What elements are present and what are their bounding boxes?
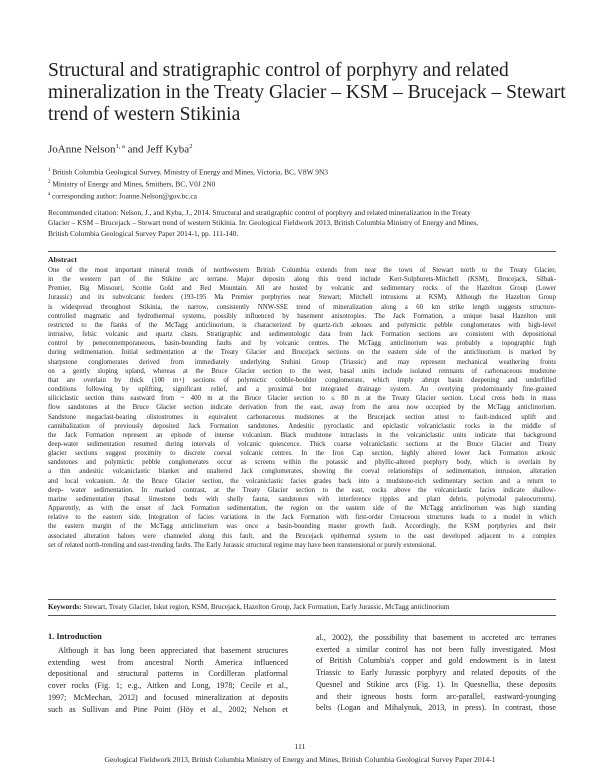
affiliation-mark: 1 bbox=[48, 168, 51, 173]
citation-line: British Columbia Geological Survey Paper 2014-1, pp. 111-140. bbox=[48, 228, 239, 238]
intro-right-column bbox=[316, 632, 556, 714]
text-line: Premier, Big Missouri, Scottie Gold and Red Mountain. All are hosted by volcanic and sedimentary rocks of the Hazelton Group (Lower bbox=[48, 285, 556, 293]
author-name: Jeff Kyba bbox=[146, 143, 190, 156]
author-connector: and bbox=[124, 143, 147, 156]
affiliation bbox=[48, 190, 328, 202]
author-line bbox=[48, 143, 192, 156]
text-line: during sedimentation. Initial sedimentation at the Treaty Glacier and Brucejack sections on the eastern side of the anticlinorium is marked by bbox=[48, 349, 556, 357]
affiliation-text: Ministry of Energy and Mines, Smithers, BC, V0J 2N0 bbox=[50, 179, 216, 189]
text-line: flow sandstones at the Bruce Glacier section indicate derivation from the east, away from the area now occupied by the McTagg anticlinorium. bbox=[48, 404, 556, 412]
affiliation-mark: a bbox=[48, 191, 51, 197]
text-line: 1997; McMechan, 2012) and focused mineralization at deposits bbox=[48, 692, 288, 702]
text-line: extending west from ancestral North America influenced bbox=[48, 657, 288, 667]
text-line: siliciclastic section thins eastward from ~ 400 m at the Bruce Glacier section to ≤ 80 m at the Treaty Glacier section. Local cross beds in mass bbox=[48, 395, 556, 403]
text-line: Apparently, as with the onset of Jack Formation sedimentation, the region on the eastern side of the McTagg anticlinorium was high standing bbox=[48, 505, 556, 513]
divider bbox=[48, 251, 556, 252]
text-line: such as Sullivan and Pine Point (Höy et al., 2002; Nelson et bbox=[48, 704, 288, 714]
title-line: Structural and stratigraphic control of porphyry and related bbox=[48, 60, 509, 81]
divider bbox=[48, 615, 556, 616]
page-number: 111 bbox=[294, 742, 306, 751]
keywords-label: Keywords: bbox=[48, 603, 82, 611]
affiliation bbox=[48, 166, 328, 178]
text-line: One of the most important mineral trends of northwestern British Columbia extends from near the town of Stewart north to the Treaty Glacier, bbox=[48, 267, 556, 274]
author-name: JoAnne Nelson bbox=[48, 143, 116, 156]
text-line: on a gently sloping upland, whereas at the Bruce Glacier section to the west, basal units include isolated remnants of carbonaceous mudstone bbox=[48, 367, 556, 375]
text-line: deep-water sedimentation resumed during intervals of volcanic quiescence. Thick coarse volcaniclastic sections at the Bruce Glacier and Treaty bbox=[48, 440, 556, 448]
keywords bbox=[48, 603, 449, 611]
text-line: and their igneous hosts form arc-parallel, eastward-younging bbox=[316, 691, 556, 701]
affiliation bbox=[48, 178, 328, 190]
text-line: conditions following by uplifting, significant relief, and a proximal but integrated drainage system. An overlying predominantly fine-grained bbox=[48, 386, 556, 394]
text-line: the eastern margin of the McTagg anticlinorium was once a basin-bounding master growth fault. Accordingly, the KSM porphyries and their bbox=[48, 523, 556, 531]
text-line: sandstones and polymictic pebble conglomerates occur as screens within the potassic and phyllic-altered porphyry body, which is overlain by bbox=[48, 459, 556, 467]
affiliations bbox=[48, 166, 328, 201]
text-line: belts (Logan and Mihalynuk, 2013, in press). In contrast, those bbox=[316, 703, 556, 713]
text-line: a thin andesitic volcaniclastic blanket and unaltered Jack conglomerates, showing the coeval relationships of sedimentation, intrusion, alteration bbox=[48, 468, 556, 476]
text-line: intrusive, felsic volcanic and quartz clasts. Stratigraphic and sedimentologic data from Jack Formation sections are consistent with depositional bbox=[48, 331, 556, 339]
recommended-citation bbox=[48, 208, 555, 239]
text-line: deep- water sedimentation. In marked contrast, at the Treaty Glacier section to the east, rocks above the volcaniclastic facies indicate shallow- bbox=[48, 486, 556, 494]
text-line: al., 2002), the possibility that basement to accreted arc terranes bbox=[316, 633, 556, 642]
text-line: associated alteration haloes were channeled along this fault, and the Brucejack epithermal system to the east developed adjacent to a complex bbox=[48, 532, 556, 540]
text-line: restricted to the flanks of the McTagg anticlinorium, is characterized by quartz-rich arkoses and polymictic pebble conglomerates with high-level bbox=[48, 321, 556, 329]
paper-title bbox=[48, 60, 568, 126]
page-footer: Geological Fieldwork 2013, British Columbia Ministry of Energy and Mines, British Columbia Geological Survey Paper 2014-1 bbox=[104, 755, 496, 764]
text-line: Quesnel and Stikine arcs (Fig. 1). In Quesnellia, these deposits bbox=[316, 679, 556, 689]
text-line: cannibalization of previously deposited Jack Formation sandstones. Andesitic pyroclastic and epiclastic volcaniclastic rocks in the middle of bbox=[48, 422, 556, 430]
text-line: glacier sections suggest proximity to discrete coeval volcanic centres. In the Iron Cap section, highly altered lower Jack Formation arkosic bbox=[48, 450, 556, 458]
author-superscript: 1, a bbox=[115, 143, 125, 150]
text-line: Jurassic) and its subvolcanic feeders (193-195 Ma Premier porphyries near Stewart; Mitchell intrusions at KSM). Although the Hazelton Group bbox=[48, 294, 556, 302]
text-line: is widespread throughout Stikinia, the narrow, consistently NNW-SSE trend of mineralization along a 60 km strike length suggests structure- bbox=[48, 303, 556, 311]
affiliation-text: corresponding author: Joanne.Nelson@gov.bc.ca bbox=[50, 191, 197, 200]
citation-line: Glacier – KSM – Brucejack – Stewart trend of western Stikinia. In: Geological Fieldwork 2013, British Columbia Ministry of Energy and Mines, bbox=[48, 218, 479, 228]
affiliation-mark: 2 bbox=[48, 179, 51, 185]
text-line: Triassic to Early Jurassic porphyry and related deposits of the bbox=[316, 668, 556, 678]
text-line: Although it has long been appreciated that basement structures bbox=[58, 646, 288, 655]
text-line: of British Columbia's copper and gold endowment is in latest bbox=[316, 656, 556, 666]
abstract-body bbox=[48, 266, 556, 550]
text-line: the Jack Formation represent an episode of intense volcanism. Black mudstone intraclasts in the volcaniclastic units indicate that background bbox=[48, 431, 556, 439]
affiliation-text: British Columbia Geological Survey, Ministry of Energy and Mines, Victoria, BC, V8W 9N3 bbox=[50, 167, 329, 177]
section-heading: 1. Introduction bbox=[48, 632, 102, 641]
text-line: cover rocks (Fig. 1; e.g., Aitken and Long, 1978; Cecile et al., bbox=[48, 681, 288, 691]
citation-line: Recommended citation: Nelson, J., and Kyba, J., 2014. Structural and stratigraphic control of porphyry and related mineralization in the Treaty bbox=[48, 208, 471, 217]
text-line: that are overlain by thick (100 m+) sections of polymictic cobble-boulder conglomerate, which imply abrupt basin deepening and underfilled bbox=[48, 376, 556, 384]
text-line: set of related north-trending and east-trending faults. The Early Jurassic structural regime may have been transtensional or purely extensional. bbox=[48, 541, 437, 549]
title-line: trend of western Stikinia bbox=[48, 104, 241, 125]
text-line: relative to the eastern side. Integration of facies variations in the Jack Formation with first-order Cretaceous structures leads to a model in which bbox=[48, 514, 556, 522]
abstract-heading: Abstract bbox=[48, 255, 78, 264]
text-line: sharpstone conglomerates derived from immediately underlying Stuhini Group (Triassic) and may represent mechanical weathering fronts bbox=[48, 358, 556, 366]
text-line: depositional and structural patterns in Cordilleran platformal bbox=[48, 669, 288, 679]
divider bbox=[48, 599, 556, 600]
author-superscript: 2 bbox=[189, 143, 193, 150]
intro-left-column bbox=[48, 645, 288, 715]
text-line: exerted a similar control has not been fully investigated. Most bbox=[316, 644, 556, 654]
text-line: in the western part of the Stikine arc terrane. Major deposits along this trend include Kerr-Sulphurets-Mitchell (KSM), Brucejack, Silbak- bbox=[48, 276, 556, 284]
keywords-text: Stewart, Treaty Glacier, Iskut region, KSM, Brucejack, Hazelton Group, Jack Formation, Early Jurassic, McTagg anticlinorium bbox=[81, 603, 450, 611]
text-line: control by penecontemporaneous, basin-bounding faults and by volcanic centres. The McTagg anticlinorium was probably a topographic high bbox=[48, 340, 556, 348]
text-line: Sandstone megaclast-bearing olistostromes in equivalent carbonaceous mudstones at the Brucejack section attest to fault-induced uplift and bbox=[48, 413, 556, 421]
text-line: and local volcanism. At the Bruce Glacier section, the volcaniclastic facies grades back into a mudstone-rich sedimentary section and a return to bbox=[48, 477, 556, 485]
text-line: marine sedimentation (basal limestone beds with shelly fauna, sandstones with interference ripples and plant debris, polymodal paleocurrents). bbox=[48, 495, 556, 503]
text-line: controlled magmatic and hydrothermal systems, possibly influenced by basement anisotropies. The Jack Formation, a unique basal Hazelton unit bbox=[48, 312, 556, 320]
title-line: mineralization in the Treaty Glacier – KSM – Brucejack – Stewart bbox=[48, 82, 566, 103]
